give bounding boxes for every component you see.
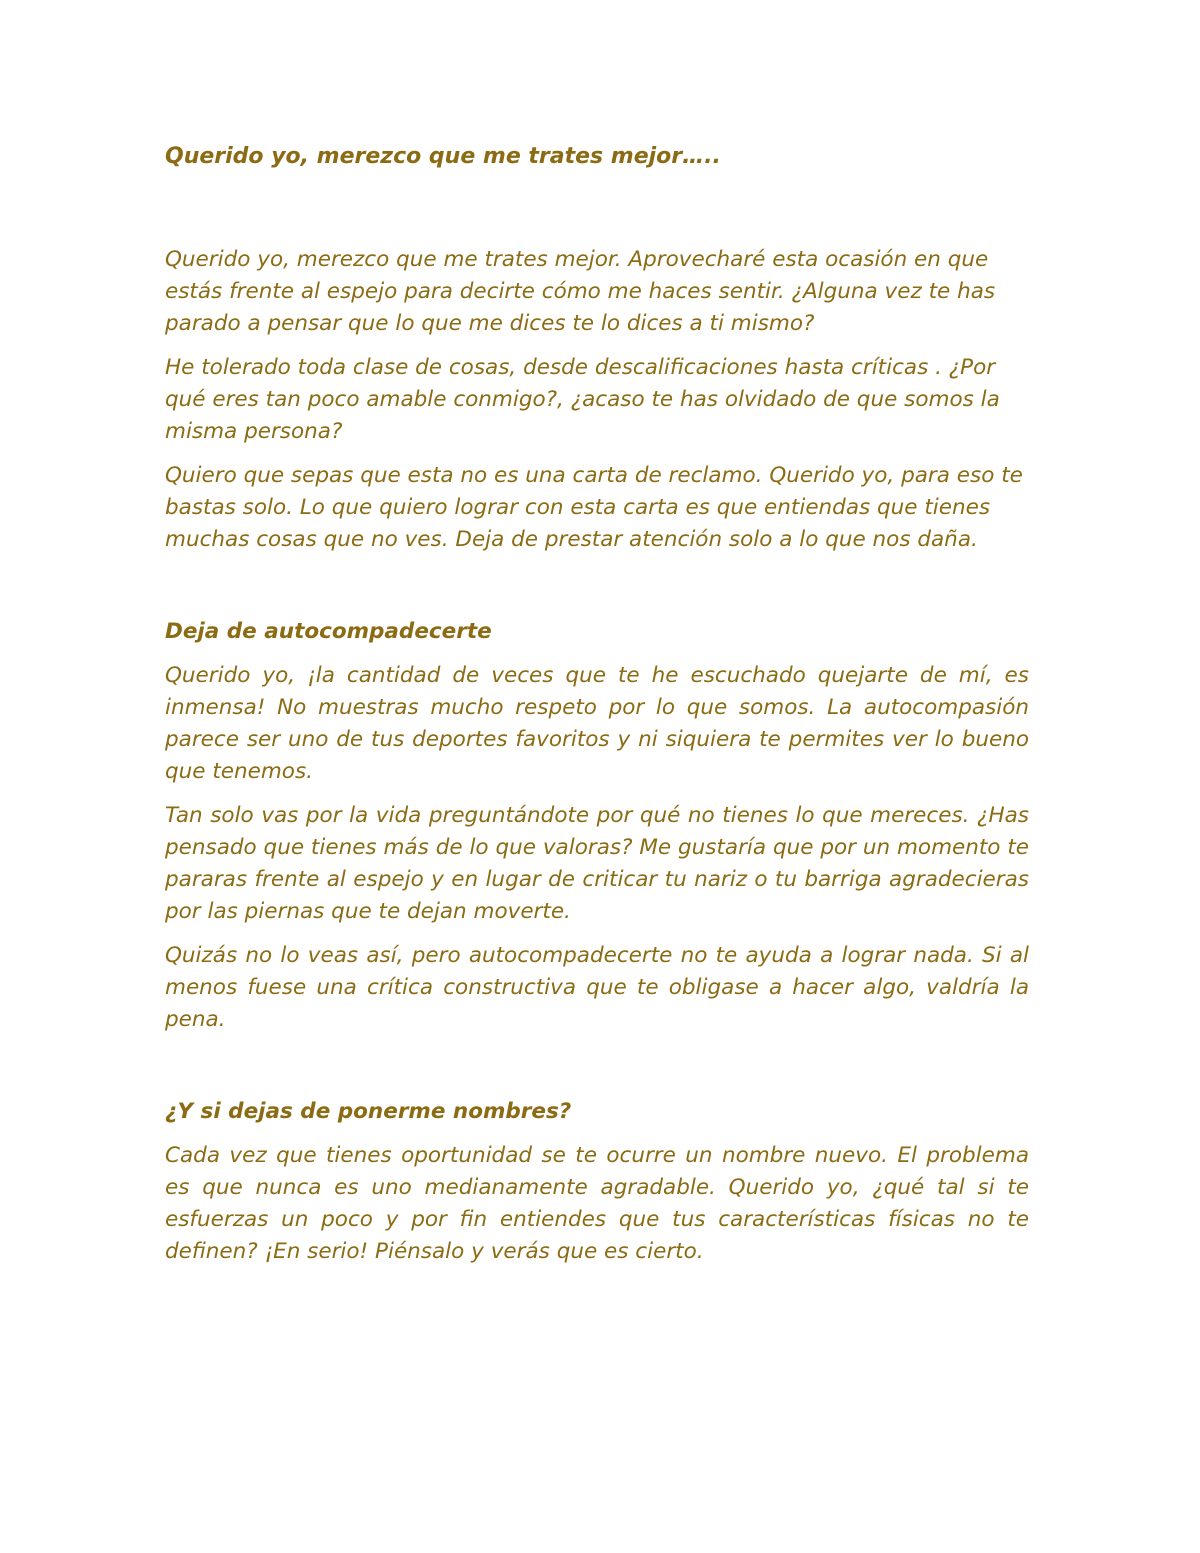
intro-paragraph-1: Querido yo, merezco que me trates mejor. Aprovecharé esta ocasión en que estás frente al espejo para decirte cómo me haces sentir. ¿Alguna vez te has parado a pensar que lo que me dices te lo dices a ti mismo? [165,247,996,336]
intro-paragraph-3: Quiero que sepas que esta no es una carta de reclamo. Querido yo, para eso te bastas solo. Lo que quiero lograr con esta carta es que entiendas que tienes muchas cosas que no ves. Deja de prestar atención solo a lo que nos daña. [165,463,1023,552]
section-heading-autocompadecerte: Deja de autocompadecerte [165,619,492,644]
section2-paragraph-1: Cada vez que tienes oportunidad se te ocurre un nombre nuevo. El problema es que nunca es uno medianamente agradable. Querido yo, ¿qué tal si te esfuerzas un poco y por fin entiendes que tus características físicas no te definen? ¡En serio! Piénsalo y verás que es cierto. [165,1143,1029,1264]
document-body [165,139,1029,1280]
section1-paragraph-2: Tan solo vas por la vida preguntándote por qué no tienes lo que mereces. ¿Has pensado que tienes más de lo que valoras? Me gustaría que por un momento te pararas frente al espejo y en lugar de criticar tu nariz o tu barriga agradecieras por las piernas que te dejan moverte. [165,803,1029,924]
section1-paragraph-1: Querido yo, ¡la cantidad de veces que te he escuchado quejarte de mí, es inmensa! No muestras mucho respeto por lo que somos. La autocompasión parece ser uno de tus deportes favoritos y ni siquiera te permites ver lo bueno que tenemos. [165,663,1029,784]
intro-paragraph-2: He tolerado toda clase de cosas, desde descalificaciones hasta críticas . ¿Por qué eres tan poco amable conmigo?, ¿acaso te has olvidado de que somos la misma persona? [165,355,1000,444]
section-heading-nombres: ¿Y si dejas de ponerme nombres? [165,1099,572,1124]
section1-paragraph-3: Quizás no lo veas así, pero autocompadecerte no te ayuda a lograr nada. Si al menos fuese una crítica constructiva que te obligase a hacer algo, valdría la pena. [165,943,1029,1032]
document-title: Querido yo, merezco que me trates mejor….. [165,144,721,169]
